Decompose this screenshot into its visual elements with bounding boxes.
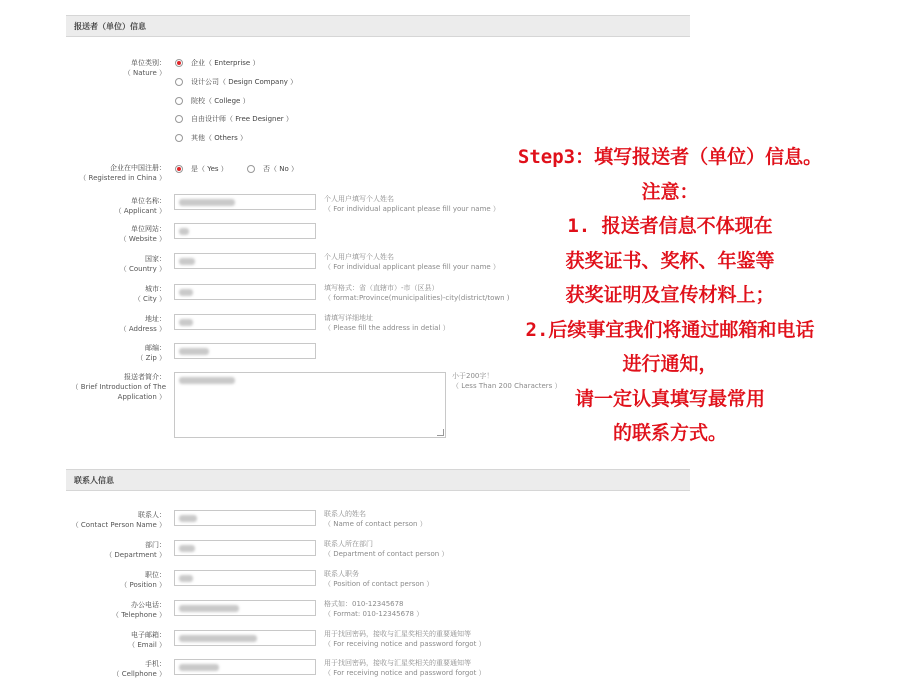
position-hint-zh: 联系人职务 <box>324 570 359 578</box>
contact-name-label-zh: 联系人： <box>138 511 166 519</box>
registered-label <box>66 163 166 183</box>
department-hint <box>324 539 448 559</box>
department-label-zh: 部门： <box>145 541 166 549</box>
unit-type-label-en: （ Nature ） <box>123 69 166 77</box>
unit-type-option-enterprise[interactable] <box>175 58 259 68</box>
option-label: 是（ Yes ） <box>191 165 228 173</box>
contact-name-label <box>66 510 166 530</box>
unit-type-option-design-company[interactable] <box>175 77 297 87</box>
registered-no-option[interactable] <box>247 164 298 174</box>
city-label-zh: 城市： <box>145 285 166 293</box>
redacted-value <box>179 319 193 326</box>
registered-label-en: （ Registered in China ） <box>79 174 166 182</box>
redacted-value <box>179 228 189 235</box>
radio-checked-icon[interactable] <box>175 59 183 67</box>
redacted-value <box>179 289 193 296</box>
cellphone-hint-en: （ For receiving notice and password forgot ） <box>324 669 486 677</box>
cellphone-input[interactable] <box>174 659 316 675</box>
registered-yes-option[interactable] <box>175 164 228 174</box>
country-label-zh: 国家： <box>145 255 166 263</box>
redacted-value <box>179 258 195 265</box>
applicant-label-en: （ Applicant ） <box>114 207 166 215</box>
city-label <box>66 284 166 304</box>
annotation-line: 的联系方式。 <box>612 422 727 444</box>
position-hint <box>324 569 433 589</box>
country-label <box>66 254 166 274</box>
position-label-en: （ Position ） <box>120 581 166 589</box>
position-label-zh: 职位： <box>145 571 166 579</box>
radio-icon[interactable] <box>175 134 183 142</box>
unit-type-label-zh: 单位类别： <box>131 59 166 67</box>
address-input[interactable] <box>174 314 316 330</box>
option-label: 自由设计师（ Free Designer ） <box>191 115 293 123</box>
applicant-hint-en: （ For individual applicant please fill your name ） <box>324 205 500 213</box>
redacted-value <box>179 664 219 671</box>
intro-label-en-1: （ Brief Introduction of The <box>71 383 166 391</box>
option-label: 其他（ Others ） <box>191 134 247 142</box>
radio-icon[interactable] <box>175 97 183 105</box>
unit-type-label <box>66 58 166 78</box>
redacted-value <box>179 515 197 522</box>
contact-name-hint-zh: 联系人的姓名 <box>324 510 366 518</box>
unit-type-option-free-designer[interactable] <box>175 114 293 124</box>
telephone-hint-en: （ Format: 010-12345678 ） <box>324 610 424 618</box>
radio-icon[interactable] <box>247 165 255 173</box>
radio-checked-icon[interactable] <box>175 165 183 173</box>
website-label-en: （ Website ） <box>119 235 166 243</box>
applicant-hint-zh: 个人用户填写个人姓名 <box>324 195 394 203</box>
zip-label-zh: 邮编： <box>145 344 166 352</box>
telephone-label-zh: 办公电话： <box>131 601 166 609</box>
annotation-line: 获奖证书、奖杯、年鉴等 <box>565 249 775 272</box>
email-label-zh: 电子邮箱： <box>131 631 166 639</box>
city-input[interactable] <box>174 284 316 300</box>
email-label-en: （ Email ） <box>128 641 166 649</box>
email-input[interactable] <box>174 630 316 646</box>
annotation-line: 进行通知， <box>622 353 718 375</box>
cellphone-label-zh: 手机： <box>145 660 166 668</box>
telephone-hint <box>324 599 423 619</box>
cellphone-hint <box>324 658 486 678</box>
option-label: 设计公司（ Design Company ） <box>191 78 298 86</box>
option-label: 院校（ College ） <box>191 97 250 105</box>
email-hint-zh: 用于找回密码，接收与汇星奖相关的重要通知等 <box>324 630 471 638</box>
address-label <box>66 314 166 334</box>
email-hint <box>324 629 486 649</box>
country-hint-en: （ For individual applicant please fill your name ） <box>324 263 500 271</box>
website-input[interactable] <box>174 223 316 239</box>
cellphone-label-en: （ Cellphone ） <box>112 670 166 678</box>
telephone-label <box>66 600 166 620</box>
country-input[interactable] <box>174 253 316 269</box>
department-hint-en: （ Department of contact person ） <box>324 550 449 558</box>
position-label <box>66 570 166 590</box>
option-label: 否（ No ） <box>263 165 298 173</box>
section-header-submitter: 报送者（单位）信息 <box>66 15 690 37</box>
country-hint-zh: 个人用户填写个人姓名 <box>324 253 394 261</box>
intro-hint-zh: 小于200字！ <box>452 372 494 380</box>
option-label: 企业（ Enterprise ） <box>191 59 260 67</box>
email-label <box>66 630 166 650</box>
annotation-line: 注意： <box>641 180 699 203</box>
telephone-hint-zh: 格式如：010-12345678 <box>324 600 404 608</box>
department-input[interactable] <box>174 540 316 556</box>
intro-label-en-2: Application ） <box>117 393 166 401</box>
applicant-label <box>66 196 166 216</box>
registered-label-zh: 企业在中国注册： <box>110 164 166 172</box>
annotation-line: Step3：填写报送者（单位）信息。 <box>517 146 823 168</box>
intro-hint-en: （ Less Than 200 Characters ） <box>452 382 562 390</box>
redacted-value <box>179 575 193 582</box>
country-label-en: （ Country ） <box>119 265 166 273</box>
position-input[interactable] <box>174 570 316 586</box>
zip-input[interactable] <box>174 343 316 359</box>
contact-name-hint-en: （ Name of contact person ） <box>324 520 427 528</box>
annotation-line: 获奖证明及宣传材料上； <box>565 284 775 306</box>
cellphone-label <box>66 659 166 679</box>
instruction-annotation <box>440 140 900 451</box>
telephone-label-en: （ Telephone ） <box>111 611 166 619</box>
address-hint-en: （ Please fill the address in detial ） <box>324 324 450 332</box>
address-label-en: （ Address ） <box>119 325 166 333</box>
contact-name-input[interactable] <box>174 510 316 526</box>
zip-label-en: （ Zip ） <box>136 354 166 362</box>
telephone-input[interactable] <box>174 600 316 616</box>
address-label-zh: 地址： <box>145 315 166 323</box>
redacted-value <box>179 545 195 552</box>
applicant-input[interactable] <box>174 194 316 210</box>
redacted-value <box>179 605 239 612</box>
annotation-line: 请一定认真填写最常用 <box>574 387 765 410</box>
annotation-line: 1. 报送者信息不体现在 <box>567 215 773 237</box>
contact-name-label-en: （ Contact Person Name ） <box>71 521 166 529</box>
department-label <box>66 540 166 560</box>
city-label-en: （ City ） <box>133 295 166 303</box>
address-hint-zh: 请填写详细地址 <box>324 314 373 322</box>
redacted-value <box>179 199 235 206</box>
department-label-en: （ Department ） <box>105 551 166 559</box>
unit-type-option-others[interactable] <box>175 133 247 143</box>
website-label <box>66 224 166 244</box>
intro-label <box>66 372 166 402</box>
cellphone-hint-zh: 用于找回密码，接收与汇星奖相关的重要通知等 <box>324 659 471 667</box>
city-hint-en: （ format:Province(municipalities)-city(district/town ) <box>324 294 510 302</box>
applicant-label-zh: 单位名称： <box>131 197 166 205</box>
website-label-zh: 单位网站： <box>131 225 166 233</box>
intro-label-zh: 报送者简介： <box>124 373 166 381</box>
annotation-line: 2.后续事宜我们将通过邮箱和电话 <box>525 318 815 341</box>
intro-textarea[interactable] <box>174 372 446 438</box>
address-hint <box>324 313 450 333</box>
radio-icon[interactable] <box>175 78 183 86</box>
position-hint-en: （ Position of contact person ） <box>324 580 434 588</box>
city-hint-zh: 填写格式：省（直辖市）-市（区县） <box>324 284 439 292</box>
redacted-value <box>179 348 209 355</box>
zip-label <box>66 343 166 363</box>
redacted-value <box>179 635 257 642</box>
section-header-contact: 联系人信息 <box>66 469 690 491</box>
unit-type-option-college[interactable] <box>175 96 250 106</box>
radio-icon[interactable] <box>175 115 183 123</box>
department-hint-zh: 联系人所在部门 <box>324 540 373 548</box>
email-hint-en: （ For receiving notice and password forgot ） <box>324 640 486 648</box>
contact-name-hint <box>324 509 427 529</box>
redacted-value <box>179 377 235 384</box>
